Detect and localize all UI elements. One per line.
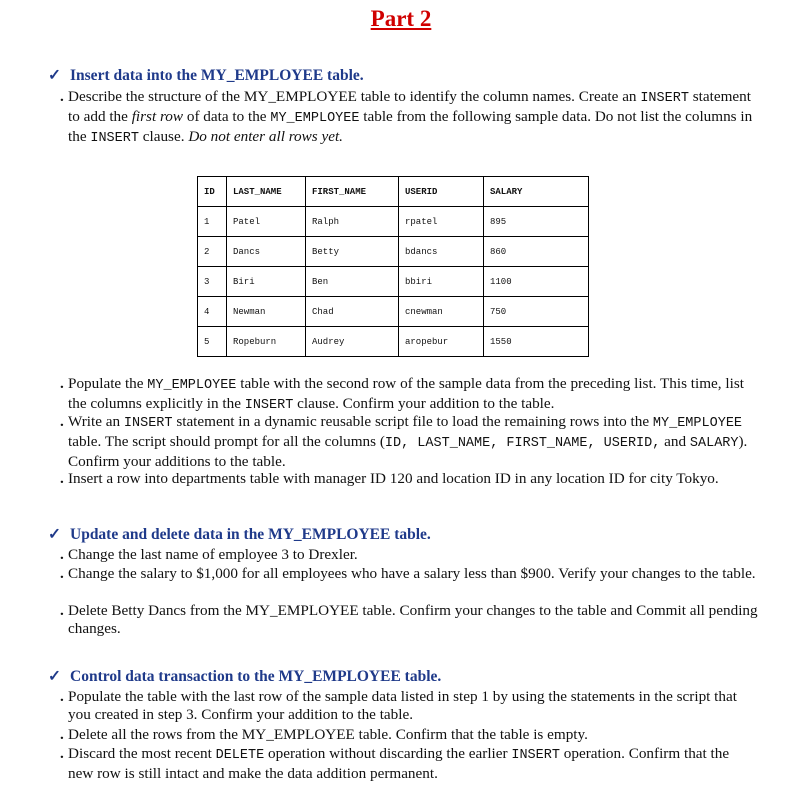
- table-cell: Ropeburn: [227, 327, 306, 357]
- section-heading-update-delete: ✓ Update and delete data in the MY_EMPLOYEE table.: [48, 526, 431, 543]
- table-cell: Ben: [306, 267, 399, 297]
- list-item: . Delete Betty Dancs from the MY_EMPLOYEE table. Confirm your changes to the table and Commit all pending changes.: [60, 602, 758, 637]
- table-cell: 2: [198, 237, 227, 267]
- column-header: SALARY: [484, 177, 589, 207]
- table-cell: 1100: [484, 267, 589, 297]
- table-cell: bbiri: [399, 267, 484, 297]
- checkmark-icon: ✓: [48, 668, 61, 685]
- table-cell: Patel: [227, 207, 306, 237]
- step-1: . Describe the structure of the MY_EMPLOYEE table to identify the column names. Create an INSERT statement to add the first row of data to the MY_EMPLOYEE table from the following sample data. Do not list the columns in the INSERT clause. Do not enter all rows yet.: [60, 88, 753, 146]
- page-title: Part 2: [370, 6, 432, 31]
- list-item: . Delete all the rows from the MY_EMPLOYEE table. Confirm that the table is empty.: [60, 726, 588, 743]
- list-item: . Change the last name of employee 3 to Drexler.: [60, 546, 358, 563]
- column-header: FIRST_NAME: [306, 177, 399, 207]
- table-cell: cnewman: [399, 297, 484, 327]
- column-header: ID: [198, 177, 227, 207]
- table-cell: Chad: [306, 297, 399, 327]
- step-3: . Write an INSERT statement in a dynamic reusable script file to load the remaining rows into the MY_EMPLOYEE table. The script should prompt for all the columns (ID, LAST_NAME, FIRST_NAME, USERID, and SALARY). Confirm your additions to the table.: [60, 413, 748, 470]
- list-item: . Populate the table with the last row of the sample data listed in step 1 by using the statements in the script that you created in step 3. Confirm your addition to the table.: [60, 688, 737, 723]
- table-cell: rpatel: [399, 207, 484, 237]
- list-item: . Discard the most recent DELETE operation without discarding the earlier INSERT operation. Confirm that the new row is still intact and make the data addition permanent.: [60, 745, 730, 782]
- table-cell: Audrey: [306, 327, 399, 357]
- list-item: . Change the salary to $1,000 for all employees who have a salary less than $900. Verify your changes to the table.: [60, 565, 756, 582]
- table-cell: Dancs: [227, 237, 306, 267]
- table-cell: Ralph: [306, 207, 399, 237]
- table-cell: 1550: [484, 327, 589, 357]
- table-row: [198, 237, 589, 267]
- table-row: [198, 297, 589, 327]
- table-row: [198, 327, 589, 357]
- table-cell: Betty: [306, 237, 399, 267]
- sample-data-table: [197, 176, 589, 357]
- column-header: LAST_NAME: [227, 177, 306, 207]
- table-cell: 1: [198, 207, 227, 237]
- table-row: [198, 267, 589, 297]
- step-4: . Insert a row into departments table with manager ID 120 and location ID in any location ID for city Tokyo.: [60, 470, 719, 487]
- checkmark-icon: ✓: [48, 67, 61, 84]
- section-heading-insert: ✓ Insert data into the MY_EMPLOYEE table.: [48, 67, 364, 84]
- table-cell: 3: [198, 267, 227, 297]
- table-cell: 5: [198, 327, 227, 357]
- table-cell: Biri: [227, 267, 306, 297]
- table-cell: 750: [484, 297, 589, 327]
- table-cell: 895: [484, 207, 589, 237]
- table-cell: bdancs: [399, 237, 484, 267]
- table-cell: 4: [198, 297, 227, 327]
- section-heading-transaction: ✓ Control data transaction to the MY_EMPLOYEE table.: [48, 668, 442, 685]
- table-row: [198, 207, 589, 237]
- step-2: . Populate the MY_EMPLOYEE table with the second row of the sample data from the preceding list. This time, list the columns explicitly in the INSERT clause. Confirm your addition to the table.: [60, 375, 744, 413]
- table-header-row: [198, 177, 589, 207]
- table-cell: Newman: [227, 297, 306, 327]
- table-cell: aropebur: [399, 327, 484, 357]
- checkmark-icon: ✓: [48, 526, 61, 543]
- column-header: USERID: [399, 177, 484, 207]
- table-cell: 860: [484, 237, 589, 267]
